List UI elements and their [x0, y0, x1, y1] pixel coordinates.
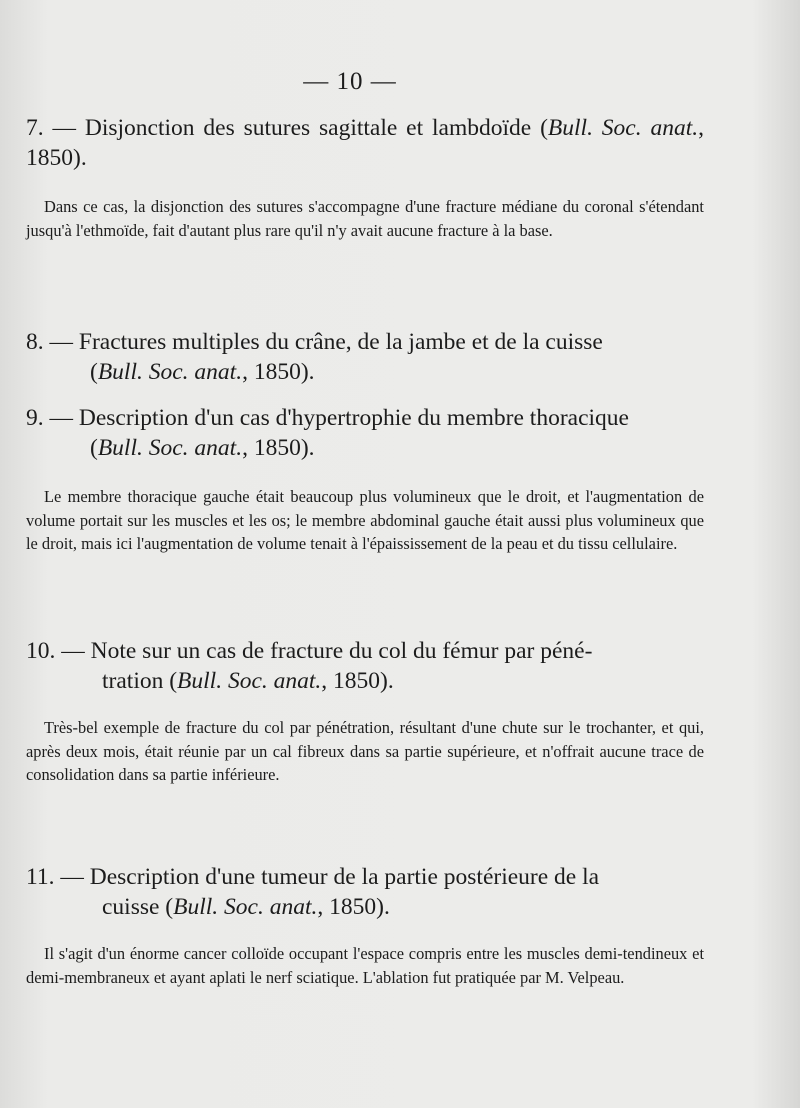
- entry-reference: Bull. Soc. anat.: [173, 894, 318, 920]
- entry-title: — Description d'une tumeur de la partie postérieure de la: [60, 864, 600, 890]
- entry-7: [26, 113, 704, 242]
- entry-11: [26, 862, 704, 989]
- entry-reference-line: tration (Bull. Soc. anat., 1850).: [102, 668, 394, 694]
- entry-reference: Bull. Soc. anat.: [547, 115, 699, 141]
- entry-body: Très-bel exemple de fracture du col par pénétration, résultant d'une chute sur le trochanter, et qui, après deux mois, était réunie par un cal fibreux dans sa partie supérieure, et n'offrait aucune trace de consolidation dans sa partie inférieure.: [26, 718, 704, 784]
- entry-number: 11.: [26, 864, 55, 890]
- entry-body: Il s'agit d'un énorme cancer colloïde occupant l'espace compris entre les muscles demi-tendineux et demi-membraneux et ayant aplati le nerf sciatique. L'ablation fut pratiquée par M. Velpeau.: [26, 944, 704, 987]
- entry-reference: Bull. Soc. anat.: [97, 359, 243, 385]
- entry-number: 7.: [26, 115, 44, 141]
- page-number: — 10 —: [303, 68, 397, 95]
- entry-9: [26, 403, 704, 556]
- entry-heading: [26, 636, 704, 696]
- entry-reference-line: (Bull. Soc. anat., 1850).: [90, 435, 315, 461]
- entry-10: [26, 636, 704, 787]
- entry-body: Le membre thoracique gauche était beaucoup plus volumineux que le droit, et l'augmentation de volume portait sur les muscles et les os; le membre abdominal gauche était aussi plus volumineux que le droit, mais ici l'augmentation de volume tenait à l'épaississement de la peau et du tissu cellulaire.: [26, 487, 704, 553]
- entry-title: — Fractures multiples du crâne, de la jambe et de la cuisse: [49, 329, 603, 355]
- entry-title: — Disjonction des sutures sagittale et lambdoïde (: [52, 115, 548, 141]
- entry-heading: [26, 327, 704, 387]
- entry-number: 9.: [26, 405, 44, 431]
- entry-reference-line: (Bull. Soc. anat., 1850).: [90, 359, 315, 385]
- entry-title: — Note sur un cas de fracture du col du fémur par péné-: [61, 638, 593, 664]
- entry-heading: [26, 403, 704, 463]
- entry-body: Dans ce cas, la disjonction des sutures s'accompagne d'une fracture médiane du coronal s'étendant jusqu'à l'ethmoïde, fait d'autant plus rare qu'il n'y avait aucune fracture à la base.: [26, 197, 704, 240]
- entry-heading: [26, 113, 704, 173]
- entry-reference-line: cuisse (Bull. Soc. anat., 1850).: [102, 894, 390, 920]
- entry-reference-tail: , 1850).: [242, 359, 315, 385]
- entry-heading: [26, 862, 704, 922]
- entry-reference: Bull. Soc. anat.: [97, 435, 243, 461]
- entry-reference-tail: , 1850).: [321, 668, 394, 694]
- entry-reference-tail: , 1850).: [26, 115, 705, 171]
- entry-reference-tail: , 1850).: [242, 435, 315, 461]
- entry-number: 8.: [26, 329, 44, 355]
- entry-number: 10.: [26, 638, 56, 664]
- entry-reference: Bull. Soc. anat.: [177, 668, 322, 694]
- entry-reference-tail: , 1850).: [317, 894, 390, 920]
- entry-title: — Description d'un cas d'hypertrophie du membre thoracique: [49, 405, 629, 431]
- entry-8: [26, 327, 704, 387]
